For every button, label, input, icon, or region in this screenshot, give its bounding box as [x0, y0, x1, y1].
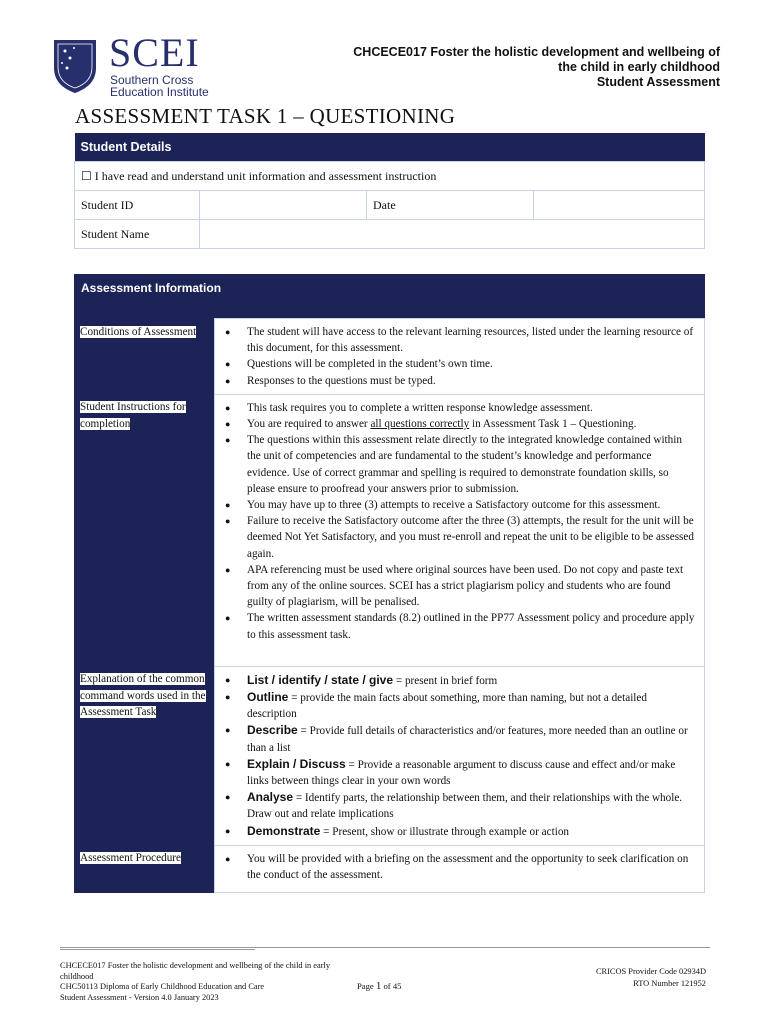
logo-wordmark: SCEI [109, 30, 200, 75]
list-item: ● The student will have access to the relevant learning resources, listed under the learning resource of this document, for this assessment. [221, 324, 696, 356]
list-item: ● Analyse = Identify parts, the relationship between them, and their relationships with the whole. Draw out and relate implications [221, 789, 696, 822]
logo-shield-icon [52, 38, 98, 94]
date-label: Date [367, 191, 534, 220]
list-item: ● You may have up to three (3) attempts to receive a Satisfactory outcome for this assessment. [221, 497, 696, 513]
command-words-content [215, 666, 705, 845]
footer-provider-info: CRICOS Provider Code 02934D RTO Number 121952 [595, 967, 706, 988]
declaration-checkbox[interactable]: ☐ I have read and understand unit information and assessment instruction [75, 162, 705, 191]
list-item: ● Failure to receive the Satisfactory outcome after the three (3) attempts, the result for the unit will be deemed Not Yet Satisfactory, and you must re-enroll and repeat the unit to be eligible to be assessed again. [221, 513, 696, 562]
command-words-label: Explanation of the common command words used in the Assessment Task [74, 666, 215, 845]
list-item: ● The written assessment standards (8.2) outlined in the PP77 Assessment policy and procedure apply to this assessment task. [221, 610, 696, 642]
procedure-label: Assessment Procedure [74, 845, 215, 892]
list-item: ● Demonstrate = Present, show or illustrate through example or action [221, 823, 696, 840]
list-item: ● This task requires you to complete a written response knowledge assessment. [221, 400, 696, 416]
assessment-information-table [74, 274, 705, 893]
student-name-label: Student Name [75, 220, 200, 249]
student-name-field[interactable] [200, 220, 705, 249]
conditions-content [215, 319, 705, 395]
list-item: ● The questions within this assessment relate directly to the integrated knowledge contained within the unit of competencies and are fundamental to the student’s knowledge and performance evidence. Use of correct grammar and spelling is required to demonstrate foundation skills, so please ensure to proofread your answers prior to submission. [221, 432, 696, 497]
date-field[interactable] [534, 191, 705, 220]
list-item: ● Explain / Discuss = Provide a reasonable argument to discuss cause and effect and/or make links between things clear in your own words [221, 756, 696, 789]
page-title: ASSESSMENT TASK 1 – QUESTIONING [75, 104, 456, 128]
student-id-label: Student ID [75, 191, 200, 220]
conditions-label: Conditions of Assessment [74, 319, 215, 395]
student-details-heading: Student Details [75, 133, 705, 162]
procedure-content [215, 845, 705, 892]
list-item: ● Responses to the questions must be typed. [221, 373, 696, 389]
footer-unit-info: CHCECE017 Foster the holistic development and wellbeing of the child in early childhood CHC50113 Diploma of Early Childhood Education and Care Student Assessment - Version 4.0 January 2023 [60, 961, 331, 1002]
list-item: ● Describe = Provide full details of characteristics and/or features, more needed than an outline or than a list [221, 722, 696, 755]
list-item: ● APA referencing must be used where original sources have been used. Do not copy and paste text from any of the online sources. SCEI has a strict plagiarism policy and students who are found guilty of plagiarism, will be penalised. [221, 562, 696, 611]
list-item: ● You are required to answer all questions correctly in Assessment Task 1 – Questioning. [221, 416, 696, 432]
logo-subtitle: Southern Cross Education Institute [110, 73, 209, 99]
unit-header: CHCECE017 Foster the holistic development and wellbeing of the child in early childhood Student Assessment [353, 45, 720, 89]
student-details-table [74, 133, 705, 249]
list-item: ● Outline = provide the main facts about something, more than naming, but not a detailed description [221, 689, 696, 722]
assessment-information-heading: Assessment Information [74, 274, 705, 319]
page-number: Page 1 of 45 [357, 980, 402, 992]
list-item: ● List / identify / state / give = present in brief form [221, 672, 696, 689]
list-item: ● You will be provided with a briefing on the assessment and the opportunity to seek clarification on the conduct of the assessment. [221, 851, 696, 883]
instructions-content [215, 394, 705, 666]
footer-divider [60, 949, 255, 950]
footer-divider [60, 947, 710, 948]
student-id-field[interactable] [200, 191, 367, 220]
list-item: ● Questions will be completed in the student’s own time. [221, 356, 696, 372]
instructions-label: Student Instructions for completion [74, 394, 215, 666]
